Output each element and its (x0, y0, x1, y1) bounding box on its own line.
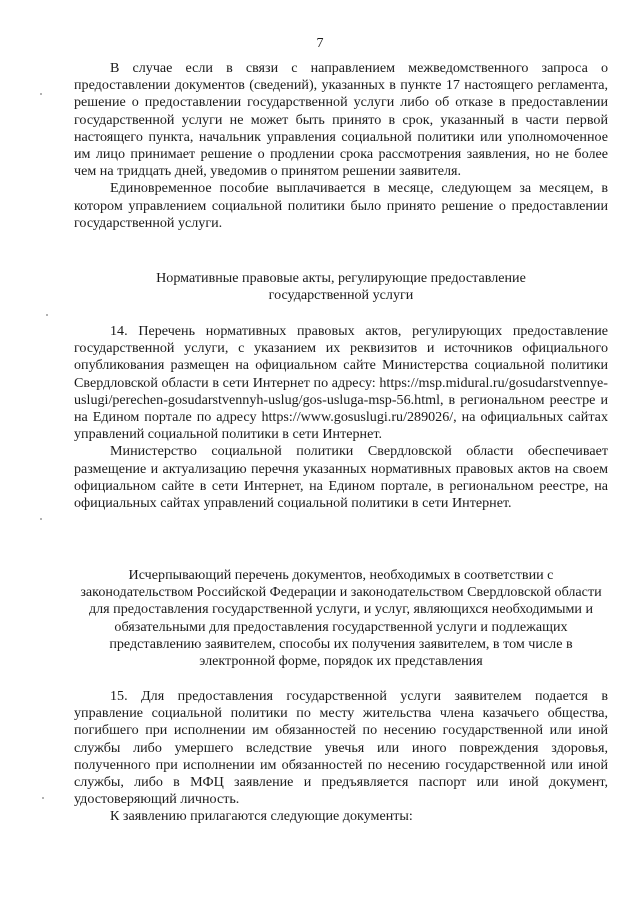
scan-speck (40, 93, 42, 95)
scan-speck (42, 797, 44, 799)
paragraph-payment: Единовременное пособие выплачивается в месяце, следующем за месяцем, в котором управлением социальной политики было принято решение о предоставлении государственной услуги. (74, 180, 608, 231)
scan-speck (40, 518, 42, 520)
heading-legal-acts-text: Нормативные правовые акты, регулирующие предоставление государственной услуги (156, 270, 526, 304)
paragraph-14: 14. Перечень нормативных правовых актов, регулирующих предоставление государственной услуги, с указанием их реквизитов и источников официального опубликования размещен на официальном сайте Министерства социальной политики Свердловской области в сети Интернет по адресу: https://msp.midural.ru/gosudarstvennye-uslugi/perechen-gosudarstvennyh-uslug/gos-usluga-msp-56.html, в региональном реестре и на Едином портале по адресу https://www.gosuslugi.ru/289026/, на официальных сайтах управлений социальной политики в сети Интернет. (74, 323, 608, 443)
page-number: 7 (316, 36, 324, 51)
heading-documents-text: Исчерпывающий перечень документов, необходимых в соответствии с законодательством Российской Федерации и законодательством Свердловской области для предоставления государственной услуги, и услуг, являющихся необходимыми и обязательными для предоставления государственной услуги и подлежащих представлению заявителем, способы их получения заявителем, в том числе в электронной форме, порядок их представления (80, 567, 602, 670)
scan-speck (46, 314, 48, 316)
heading-legal-acts (74, 270, 608, 304)
paragraph-extension: В случае если в связи с направлением межведомственного запроса о предоставлении документов (сведений), указанных в пункте 17 настоящего регламента, решение о предоставлении государственной услуги либо об отказе в предоставлении государственной услуги не может быть принято в срок, указанный в части первой настоящего пункта, начальник управления социальной политики или уполномоченное им лицо принимает решение о продлении срока рассмотрения заявления, но не более чем на тридцать дней, уведомив о принятом решении заявителя. (74, 60, 608, 180)
paragraph-15: 15. Для предоставления государственной услуги заявителем подается в управление социальной политики по месту жительства члена казачьего общества, погибшего при исполнении им обязанностей по несению государственной или иной службы либо умершего вследствие увечья или иного повреждения здоровья, полученного при исполнении им обязанностей по несению государственной или иной службы, либо в МФЦ заявление и предъявляется паспорт или иной документ, удостоверяющий личность. (74, 688, 608, 808)
paragraph-ministry: Министерство социальной политики Свердловской области обеспечивает размещение и актуализацию перечня указанных нормативных правовых актов на своем официальном сайте в сети Интернет, на Едином портале, в региональном реестре, на официальных сайтах управлений социальной политики в сети Интернет. (74, 443, 608, 512)
heading-documents (74, 567, 608, 670)
paragraph-attachments: К заявлению прилагаются следующие документы: (110, 808, 413, 825)
section-deadline-extension (74, 60, 608, 232)
section-documents (74, 688, 608, 826)
section-legal-acts (74, 323, 608, 512)
